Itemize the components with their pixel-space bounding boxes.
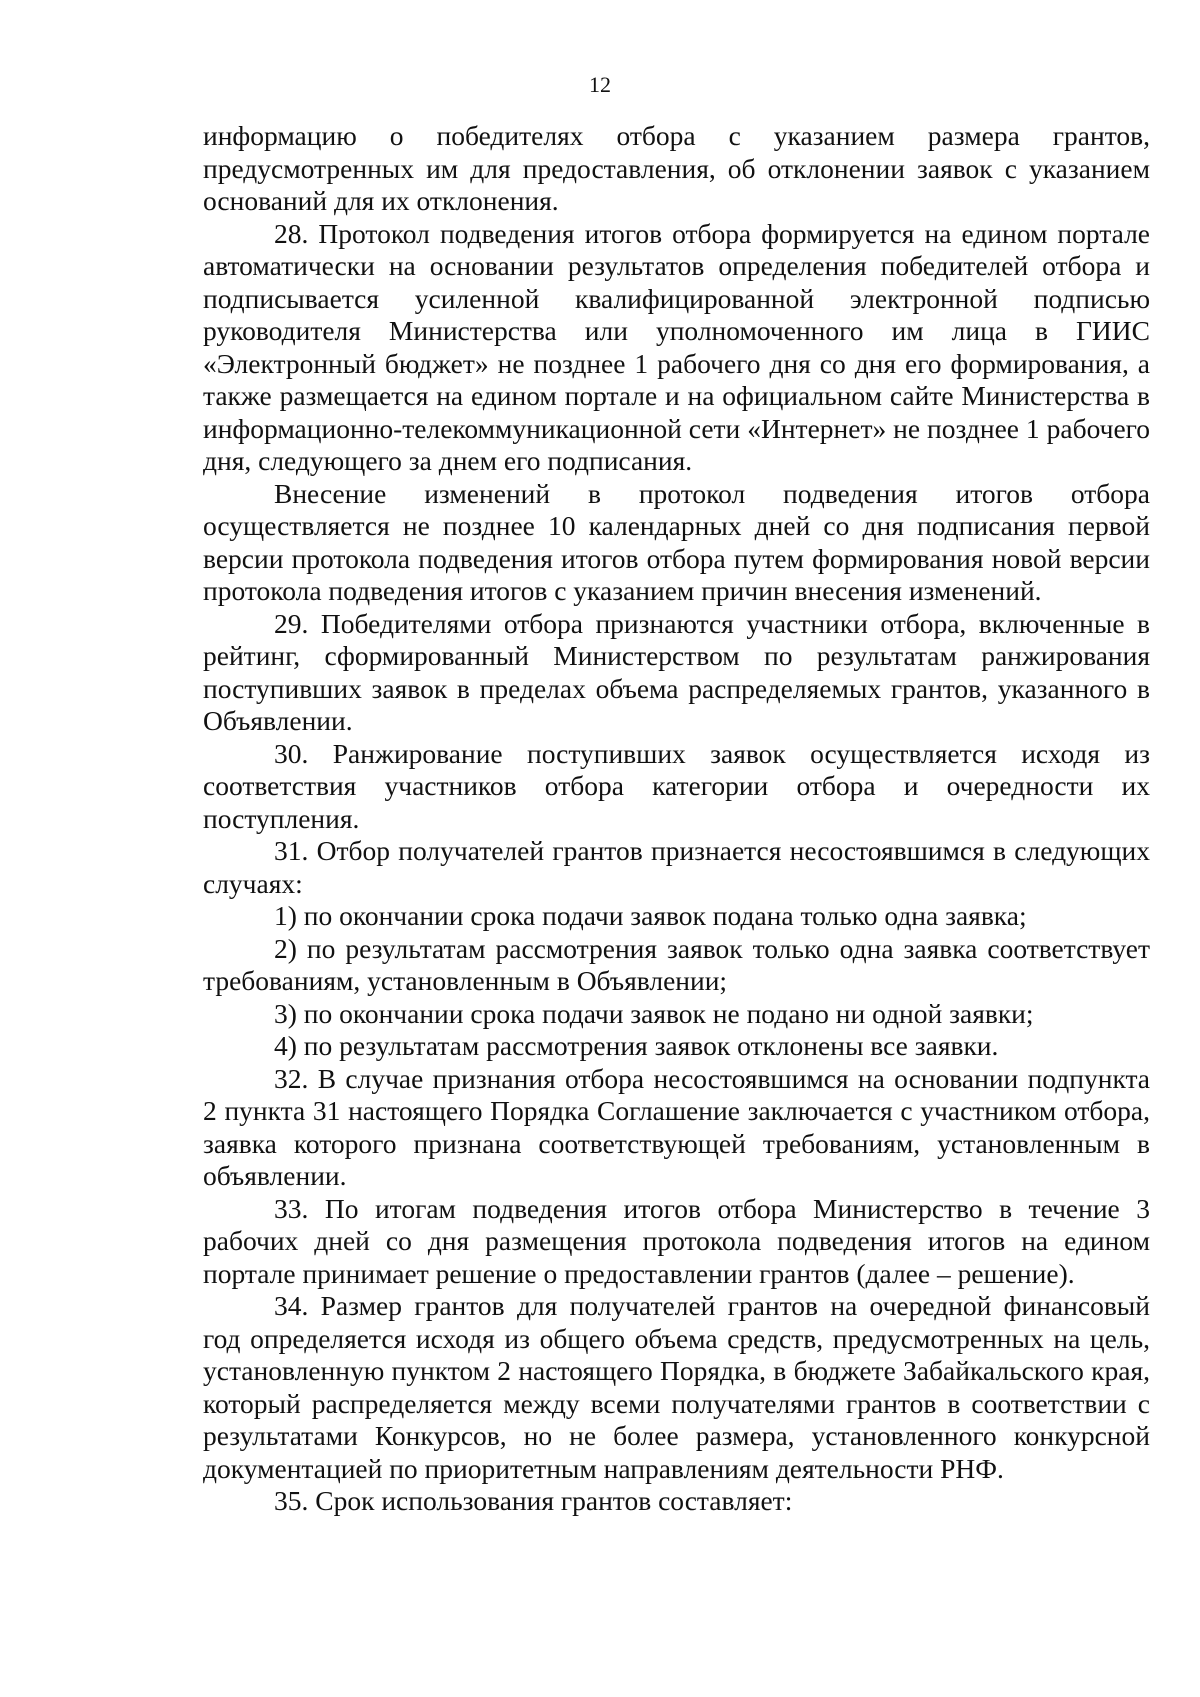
paragraph-30: 30. Ранжирование поступивших заявок осуществляется исходя из соответствия участников отбора категории отбора и очередности их поступления. (203, 737, 1150, 834)
document-body (203, 120, 1150, 1518)
paragraph-29: 29. Победителями отбора признаются участники отбора, включенные в рейтинг, сформированный Министерством по результатам ранжирования поступивших заявок в пределах объема распределяемых грантов, указанного в Объявлении. (203, 607, 1150, 736)
list-item-31-1: 1) по окончании срока подачи заявок подана только одна заявка; (274, 900, 1027, 931)
paragraph-32: 32. В случае признания отбора несостоявшимся на основании подпункта 2 пункта 31 настоящего Порядка Соглашение заключается с участником отбора, заявка которого признана соответствующей требованиям, установленным в объявлении. (203, 1062, 1150, 1191)
paragraph-continuation: информацию о победителях отбора с указанием размера грантов, предусмотренных им для предоставления, об отклонении заявок с указанием оснований для их отклонения. (203, 120, 1150, 216)
paragraph-31: 31. Отбор получателей грантов признается несостоявшимся в следующих случаях: (203, 835, 1150, 899)
paragraph-33: 33. По итогам подведения итогов отбора Министерство в течение 3 рабочих дней со дня размещения протокола подведения итогов на едином портале принимает решение о предоставлении грантов (далее – решение). (203, 1192, 1150, 1289)
list-item-31-3: 3) по окончании срока подачи заявок не подано ни одной заявки; (274, 997, 1034, 1029)
paragraph-34: 34. Размер грантов для получателей грантов на очередной финансовый год определяется исходя из общего объема средств, предусмотренных на цель, установленную пунктом 2 настоящего Порядка, в бюджете Забайкальского края, который распределяется между всеми получателями грантов в соответствии с результатами Конкурсов, но не более размера, установленного конкурсной документацией по приоритетным направлениям деятельности РНФ. (203, 1290, 1150, 1484)
page-number: 12 (589, 72, 611, 97)
paragraph-35: 35. Срок использования грантов составляет: (274, 1485, 793, 1516)
list-item-31-4: 4) по результатам рассмотрения заявок отклонены все заявки. (274, 1030, 999, 1061)
list-item-31-2: 2) по результатам рассмотрения заявок только одна заявка соответствует требованиям, установленным в Объявлении; (203, 932, 1150, 996)
paragraph-28-amendments: Внесение изменений в протокол подведения итогов отбора осуществляется не позднее 10 календарных дней со дня подписания первой версии протокола подведения итогов отбора путем формирования новой версии протокола подведения итогов с указанием причин внесения изменений. (203, 477, 1150, 606)
paragraph-28: 28. Протокол подведения итогов отбора формируется на едином портале автоматически на основании результатов определения победителей отбора и подписывается усиленной квалифицированной электронной подписью руководителя Министерства или уполномоченного им лица в ГИИС «Электронный бюджет» не позднее 1 рабочего дня со дня его формирования, а также размещается на едином портале и на официальном сайте Министерства в информационно-телекоммуникационной сети «Интернет» не позднее 1 рабочего дня, следующего за днем его подписания. (203, 217, 1150, 476)
